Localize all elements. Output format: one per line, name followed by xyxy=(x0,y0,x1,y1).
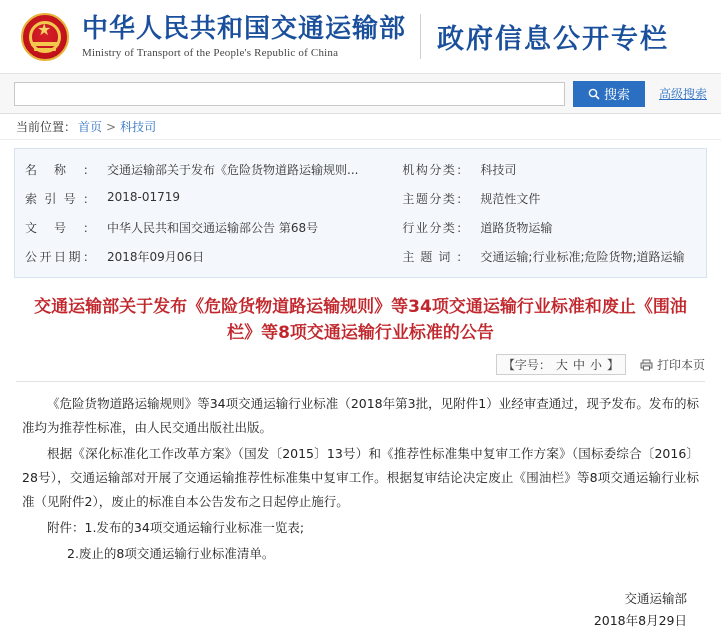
table-row xyxy=(19,213,702,242)
breadcrumb-current[interactable]: 科技司 xyxy=(120,120,157,134)
search-bar xyxy=(0,74,721,114)
table-row xyxy=(19,242,702,271)
print-button[interactable] xyxy=(640,356,705,373)
meta-key-keywords: 主题词： xyxy=(402,250,469,264)
fontsize-small-button[interactable]: 小 xyxy=(589,358,602,372)
page-title: 交通运输部关于发布《危险货物道路运输规则》等34项交通运输行业标准和废止《围油栏》等8项交通运输行业标准的公告 xyxy=(34,297,687,343)
meta-value-keywords: 交通运输;行业标准;危险货物;道路运输 xyxy=(480,250,685,264)
fontsize-large-button[interactable]: 大 xyxy=(555,358,568,372)
breadcrumb-separator: > xyxy=(106,119,117,134)
fontsize-label-close: 】 xyxy=(606,358,619,372)
table-row xyxy=(19,184,702,213)
national-emblem-icon: ★ xyxy=(18,10,72,64)
header-banner: 政府信息公开专栏 xyxy=(437,24,670,55)
print-button-label: 打印本页 xyxy=(656,358,705,372)
site-title-cn: 中华人民共和国交通运输部 xyxy=(82,14,407,44)
fontsize-medium-button[interactable]: 中 xyxy=(572,358,585,372)
article-paragraph: 根据《深化标准化工作改革方案》（国发〔2015〕13号）和《推荐性标准集中复审工作方案》（国标委综合〔2016〕28号），交通运输部对开展了交通运输推荐性标准集中复审工作。根据复审结论决定废止《围油栏》等8项交通运输行业标准（见附件2），废止的标准自本公告发布之日起停止施行。 xyxy=(22,446,699,509)
search-icon xyxy=(588,88,600,100)
meta-value-publish-date: 2018年09月06日 xyxy=(107,250,205,264)
meta-key-org: 机构分类： xyxy=(402,163,469,177)
advanced-search-link[interactable]: 高级搜索 xyxy=(658,87,707,101)
article-tools xyxy=(16,354,705,382)
meta-value-industry: 道路货物运输 xyxy=(480,221,553,235)
site-title-block xyxy=(82,14,421,59)
meta-key-index: 索引号： xyxy=(25,192,95,206)
site-header xyxy=(0,0,721,74)
fontsize-label: 【字号： xyxy=(502,358,551,372)
printer-icon xyxy=(640,359,653,371)
site-title-en: Ministry of Transport of the People's Republic of China xyxy=(82,47,339,59)
meta-column-gap xyxy=(378,184,396,213)
meta-value-topic-class: 规范性文件 xyxy=(480,192,541,206)
meta-key-docnum: 文号： xyxy=(25,221,95,235)
breadcrumb-home-link[interactable]: 首页 xyxy=(78,120,103,134)
signer-name: 交通运输部 xyxy=(624,591,687,606)
article-attachment-line: 附件：1.发布的34项交通运输行业标准一览表; xyxy=(47,520,305,535)
document-meta-table xyxy=(19,155,702,271)
meta-value-org: 科技司 xyxy=(480,163,517,177)
article-signature xyxy=(0,588,687,632)
meta-key-topic-class: 主题分类： xyxy=(402,192,469,206)
fontsize-control[interactable] xyxy=(496,354,626,375)
meta-column-gap xyxy=(378,155,396,184)
document-meta-panel xyxy=(14,148,707,278)
meta-key-publish-date: 公开日期： xyxy=(25,250,95,264)
meta-column-gap xyxy=(378,242,396,271)
meta-value-name: 交通运输部关于发布《危险货物道路运输规则... xyxy=(107,163,359,177)
meta-key-name: 名称： xyxy=(25,163,95,177)
meta-value-docnum: 中华人民共和国交通运输部公告 第68号 xyxy=(107,221,319,235)
breadcrumb xyxy=(0,114,721,140)
article-attachment-line: 2.废止的8项交通运输行业标准清单。 xyxy=(67,546,275,561)
article-body xyxy=(22,392,699,566)
search-button[interactable] xyxy=(573,81,645,107)
meta-key-industry: 行业分类： xyxy=(402,221,469,235)
search-input[interactable] xyxy=(14,82,565,106)
meta-column-gap xyxy=(378,213,396,242)
meta-value-index: 2018-01719 xyxy=(107,190,181,204)
table-row xyxy=(19,155,702,184)
article-paragraph: 《危险货物道路运输规则》等34项交通运输行业标准（2018年第3批，见附件1）业经审查通过，现予发布。发布的标准均为推荐性标准，由人民交通出版社出版。 xyxy=(22,396,699,435)
signer-date: 2018年8月29日 xyxy=(593,613,687,628)
search-button-label: 搜索 xyxy=(603,88,630,103)
breadcrumb-label: 当前位置： xyxy=(16,120,77,134)
